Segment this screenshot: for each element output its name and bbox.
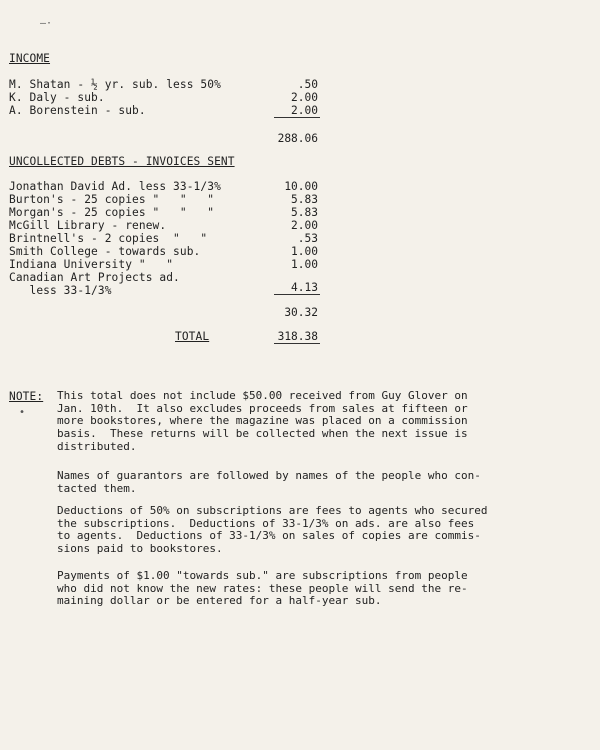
debt-line-5-label: Brintnell's - 2 copies " " [9, 232, 208, 245]
debt-line-9-label: less 33-1/3% [9, 284, 112, 297]
debt-line-2-amount: 5.83 [291, 193, 318, 206]
debt-line-8-label: Canadian Art Projects ad. [9, 271, 180, 284]
debt-line-9-amount: 4.13 [291, 281, 318, 294]
income-heading: INCOME [9, 52, 51, 65]
debt-line-7-label: Indiana University " " [9, 258, 174, 271]
income-line-3-label: A. Borenstein - sub. [9, 104, 146, 117]
debt-line-5-amount: .53 [297, 232, 318, 245]
debt-line-7-amount: 1.00 [291, 258, 318, 271]
debts-subtotal: 30.32 [284, 306, 318, 319]
stray-mark: —· [40, 18, 53, 29]
debts-heading: UNCOLLECTED DEBTS - INVOICES SENT [9, 155, 235, 168]
income-line-1-amount: .50 [297, 78, 318, 91]
note-paragraph-4: Payments of $1.00 "towards sub." are subscriptions from people who did not know the new rates: these people will send the re- maining dollar or be entered for a half-year sub. [57, 569, 468, 608]
income-line-2-label: K. Daly - sub. [9, 91, 105, 104]
income-sum-rule [274, 117, 320, 118]
note-paragraph-3: Deductions of 50% on subscriptions are fees to agents who secured the subscriptions. Deductions of 33-1/3% on ads. are also fees to agents. Deductions of 33-1/3% on sales of copies are commis- sions paid to bookstores. [57, 504, 488, 556]
debt-line-6-amount: 1.00 [291, 245, 318, 258]
total-label: TOTAL [175, 330, 210, 343]
debt-line-4-amount: 2.00 [291, 219, 318, 232]
debts-sum-rule [274, 294, 320, 295]
debt-line-6-label: Smith College - towards sub. [9, 245, 201, 258]
income-line-3-amount: 2.00 [291, 104, 318, 117]
debt-line-4-label: McGill Library - renew. [9, 219, 167, 232]
note-paragraph-2: Names of guarantors are followed by names of the people who con- tacted them. [57, 469, 481, 495]
debt-line-3-label: Morgan's - 25 copies " " " [9, 206, 215, 219]
note-paragraph-1: This total does not include $50.00 received from Guy Glover on Jan. 10th. It also excludes proceeds from sales at fifteen or more bookstores, where the magazine was placed on a commission basis. These returns will be collected when the next issue is distributed. [57, 389, 468, 453]
income-line-2-amount: 2.00 [291, 91, 318, 104]
debt-line-1-label: Jonathan David Ad. less 33-1/3% [9, 180, 221, 193]
debt-line-1-amount: 10.00 [284, 180, 318, 193]
income-subtotal: 288.06 [277, 132, 318, 145]
debt-line-3-amount: 5.83 [291, 206, 318, 219]
note-label: NOTE: [9, 390, 44, 403]
stray-dot: • [19, 407, 26, 418]
total-rule [274, 343, 320, 344]
debt-line-2-label: Burton's - 25 copies " " " [9, 193, 215, 206]
income-line-1-label: M. Shatan - ½ yr. sub. less 50% [9, 78, 221, 91]
total-amount: 318.38 [277, 330, 318, 343]
